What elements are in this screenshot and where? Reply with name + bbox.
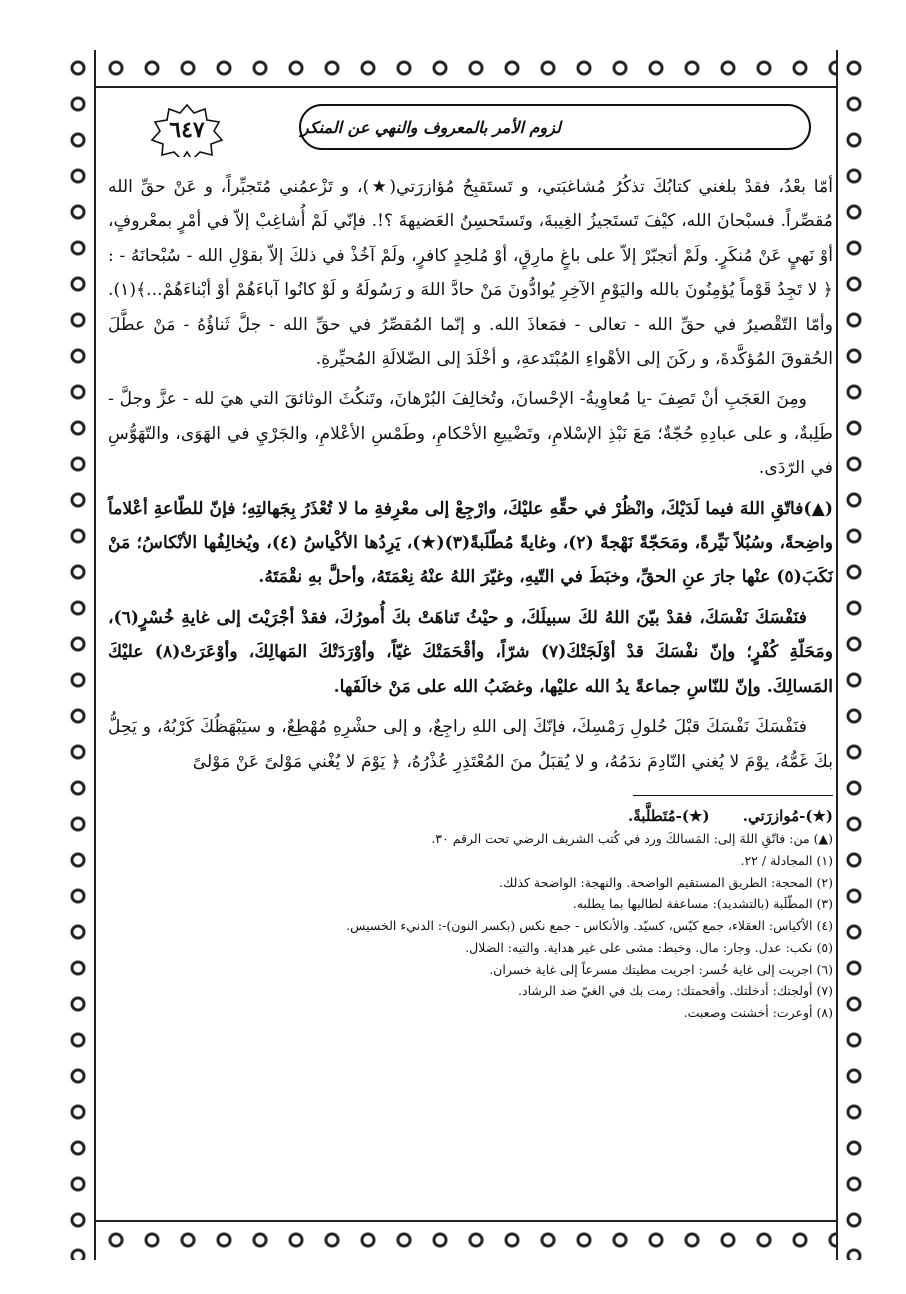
footnote-divider (633, 795, 833, 796)
paragraph: فنَفْسَكَ نَفْسَكَ قبْلَ حُلولِ رَمْسِكَ، فإنّكَ إلى اللهِ راجِعٌ، و إلى حشْرِهِ مُهْطِعٌ، و سيَبْهَظُكَ كَرْبُهُ، و يَحِلُّ بكَ غَمُّهُ، يوْمَ لا يُغني النّادِمَ ندَمُهُ، و لا يُقبَلُ منَ المُعْتَذِرِ عُذْرُهُ، ﴿ يَوْمَ لا يُغْني مَوْلىً عَنْ مَوْلىً (108, 717, 833, 772)
star-notes (108, 804, 833, 828)
paragraph: ومِنَ العَجَبِ أنْ تَصِفَ -يا مُعاوِيةُ- الإحْسانَ، وتُخالِفَ البُرْهانَ، وتَنكُثَ الوثائقَ التي هيَ لله - عزَّ وجلَّ - طَلِبةٌ، و على عبادِهِ حُجّةٌ؛ مَعَ نَبْذِ الإسْلامِ، وتَضْييعِ الأحْكامِ، وطَمْسِ الأعْلامِ، والجَرْيِ في الهَوَى، والتّهَوُّسِ في الرّدَى. (108, 389, 833, 479)
page-number: ٦٤٧ (169, 117, 205, 143)
footnote: (٣) المطّلَبة (بالتشديد): مساعفة لطالبها بما يطلبه. (572, 896, 833, 912)
ornament-border-right (836, 50, 870, 1260)
star-note: (★)-مُوازرَتي. (742, 806, 833, 825)
footnote: (٧) أولجتك: أدخلتك. وأقحمتك: رمت بك في الغيّ ضد الرشاد. (518, 983, 833, 999)
paragraph: (▲)فاتّقِ اللهَ فيما لَدَيْكَ، وانْظُرْ في حقِّهِ عليْكَ، وارْجِعْ إلى معْرِفةِ ما لا تُعْذَرُ بِجَهالتِهِ؛ فإنّ للطّاعةِ أعْلاماً واضِحةً، وسُبُلاً نَيِّرةً، ومَحَجّةً نَهْجةً (٢)، وغايةً مُطّلَبةً(٣)(★)، يَرِدُها الأكْياسُ (٤)، ويُخالِفُها الأنْكاسُ؛ مَنْ نَكَبَ(٥) عنْها جارَ عنِ الحقِّ، وخبَطَ في التّيهِ، وغيّرَ اللهُ عنْهُ نِعْمَتَهُ، وأحلَّ بهِ نقْمَتَهُ. (108, 498, 834, 588)
paragraph: أمّا بعْدُ، فقدْ بلغني كتابُكَ تذكُرُ مُشاغبَتي، و تَستَقبِحُ مُؤازرَتي(★)، و تَزْعمُني مُتَجبِّراً، و عَنْ حقِّ الله مُقصِّراً. فسبْحانَ الله، كيْفَ تَستَجيزُ الغِيبةَ، وتَستَحسِنُ العَضيهةَ ؟!. فإنّي لَمْ أُشاغِبْ إلاّ في أمْرٍ بمعْروفٍ، أوْ نَهيٍ عَنْ مُنكَرٍ. ولَمْ أتجبّرْ إلاّ على باغٍ مارِقٍ، أوْ مُلحِدٍ كافرٍ، ولَمْ آخُذْ في ذلكَ إلاّ بقوْلِ الله - سُبْحانَهُ - : ﴿ لا تَجِدُ قَوْماً يُؤمِنُونَ بالله واليَوْمِ الآخِرِ يُوادُّونَ مَنْ حادَّ اللهَ و رَسُولَهُ و لَوْ كانُوا آباءَهُمْ أوْ أبْناءَهُمْ...﴾(١). وأمّا التّقْصيرُ في حقِّ الله - تعالى - فمَعاذَ الله. و إنّما المُقصِّرُ في حقِّ الله - جلَّ ثَناؤُهُ - مَنْ عطَّلَ الحُقوقَ المُؤكَّدةَ، و ركَنَ إلى الأهْواءِ المُبْتَدعةِ، و أخْلَدَ إلى الضّلالَةِ المُحيِّرةِ. (108, 177, 833, 370)
ornament-border-left (62, 50, 96, 1260)
footnote: (١) المجادلة / ٢٢. (740, 852, 833, 868)
footnote: (▲) من: فاتّقِ اللهَ إلى: المَسالكَ ورد في كُتب الشريف الرضي تحت الرقم ٣٠. (431, 830, 833, 846)
footnote: (٦) اجريت إلى غاية خُسر: اجريت مطيتك مسرعاً إلى غاية خسران. (489, 961, 833, 977)
paragraph: فنَفْسَكَ نَفْسَكَ، فقدْ بيّنَ اللهُ لكَ سبيلَكَ، و حيْثُ تَناهَتْ بكَ أُمورُكَ، فقدْ أجْرَيْتَ إلى غايةِ خُسْرٍ(٦)، ومَحَلّةِ كُفْرٍ؛ وإنّ نفْسَكَ قدْ أوْلَجَتْكَ(٧) شرّاً، وأقْحَمَتْكَ غيّاً، وأوْرَدَتْكَ المَهالِكَ، وأوْعَرَتْ(٨) عليْكَ المَسالِكَ. وإنّ للنّاسِ جماعةً يدُ الله عليْها، وغضَبُ الله على مَنْ خالَفَها. (108, 607, 833, 697)
ornament-border-bottom (62, 1220, 868, 1262)
footnote: (٤) الأكياس: العقلاء، جمع كيّس، كسيّد. والأنكاس - جمع نكس (بكسر النون)-: الدنيء الخسيس. (346, 918, 833, 934)
footnote: (٥) نكب: عدل. وجار: مال. وخبط: مشى على غير هداية. والتيه: الضلال. (465, 939, 833, 955)
running-header: لزوم الأمر بالمعروف والنهي عن المنكر (299, 104, 811, 150)
main-text (108, 170, 833, 1024)
ornament-border-top (62, 50, 868, 88)
footnote: (٢) المحجة: الطريق المستقيم الواضحة. والنهجة: الواضحة كذلك. (499, 874, 833, 890)
star-note: (★)-مُتَطلَّبةً. (628, 806, 710, 825)
footnote: (٨) أوعرت: أخشنت وصعبت. (683, 1005, 833, 1021)
